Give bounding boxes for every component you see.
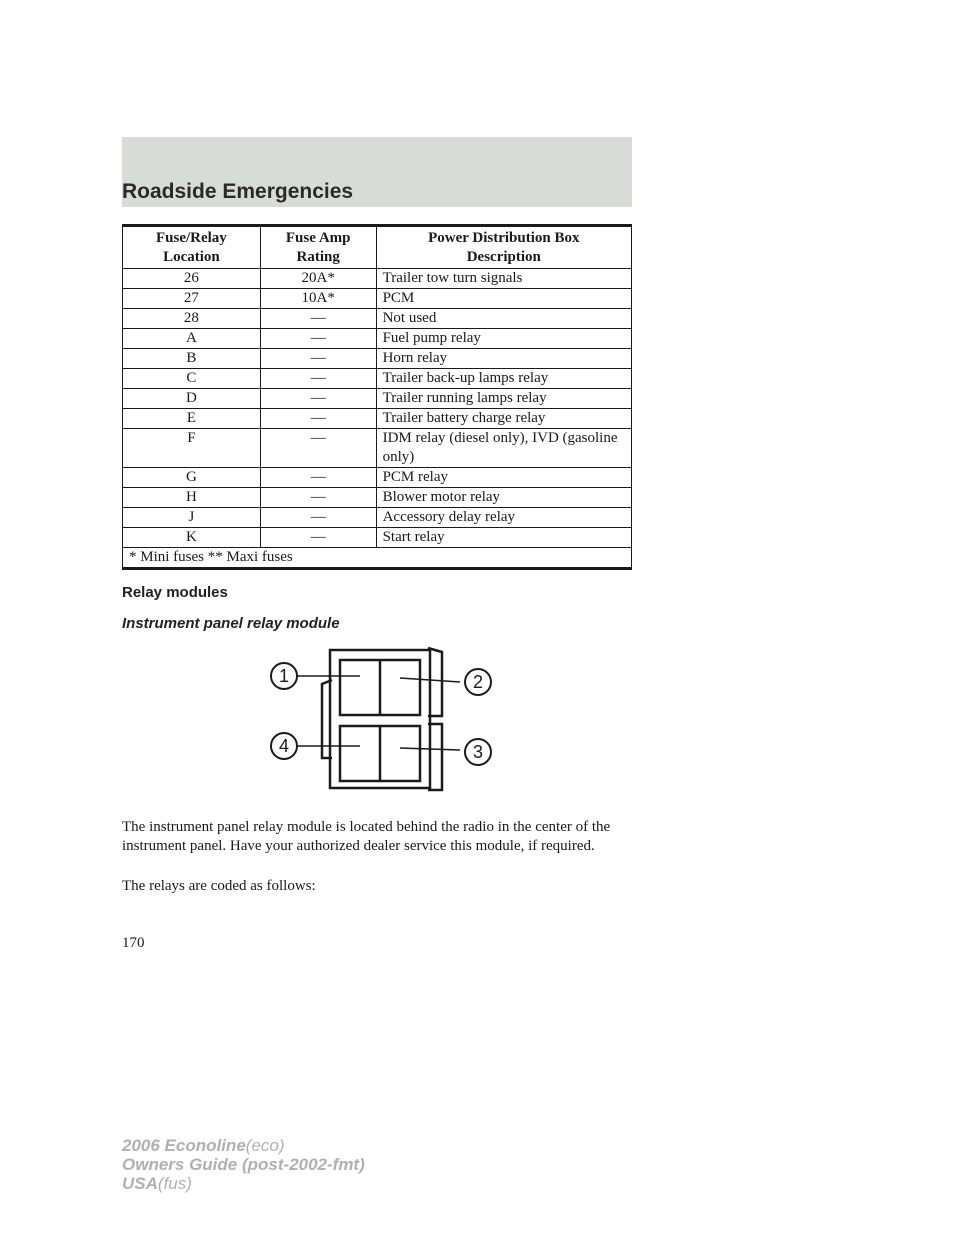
cell-rating: — [260,409,376,429]
cell-description: Fuel pump relay [376,329,631,349]
cell-rating: — [260,389,376,409]
table-row [123,349,632,369]
cell-description: Trailer tow turn signals [376,269,631,289]
table-row [123,269,632,289]
header-location: Fuse/Relay Location [123,226,261,269]
cell-description: Trailer back-up lamps relay [376,369,631,389]
cell-description: PCM relay [376,468,631,488]
table-row [123,429,632,468]
cell-description: PCM [376,289,631,309]
ip-relay-module-heading: Instrument panel relay module [122,615,340,632]
cell-location: G [123,468,261,488]
cell-rating: — [260,329,376,349]
footer-line-1: 2006 Econoline(eco) [122,1136,285,1155]
cell-location: 26 [123,269,261,289]
callout-label-1: 1 [278,666,290,686]
paragraph-codes: The relays are coded as follows: [122,878,316,894]
table-row [123,468,632,488]
callout-label-2: 2 [472,672,484,692]
table-header-row [123,226,632,269]
cell-location: J [123,508,261,528]
table-row [123,528,632,548]
section-title: Roadside Emergencies [122,180,354,203]
table-footnote-row [123,548,632,569]
callout-label-4: 4 [278,736,290,756]
paragraph-location: The instrument panel relay module is located behind the radio in the center of the instrument panel. Have your authorized dealer service this module, if required. [122,819,611,854]
table-row [123,369,632,389]
leader-line-3 [400,748,460,750]
cell-description: Trailer battery charge relay [376,409,631,429]
table-row [123,309,632,329]
cell-location: F [123,429,261,468]
fuse-table [122,224,632,570]
cell-rating: 10A* [260,289,376,309]
cell-rating: — [260,528,376,548]
header-amp-rating: Fuse Amp Rating [260,226,376,269]
table-row [123,488,632,508]
cell-rating: — [260,369,376,389]
page-number: 170 [122,935,145,951]
cell-rating: — [260,309,376,329]
cell-location: 27 [123,289,261,309]
cell-rating: — [260,468,376,488]
cell-description: Accessory delay relay [376,508,631,528]
cell-description: Blower motor relay [376,488,631,508]
cell-location: A [123,329,261,349]
cell-location: 28 [123,309,261,329]
header-description: Power Distribution Box Description [376,226,631,269]
cell-description: Start relay [376,528,631,548]
cell-description: Trailer running lamps relay [376,389,631,409]
cell-rating: — [260,429,376,468]
relay-modules-heading: Relay modules [122,584,228,601]
cell-rating: — [260,349,376,369]
footer-line-2: Owners Guide (post-2002-fmt) [122,1155,365,1174]
table-row [123,329,632,349]
footer [122,1136,365,1193]
cell-description: IDM relay (diesel only), IVD (gasoline only) [376,429,631,468]
cell-rating: — [260,488,376,508]
cell-location: K [123,528,261,548]
cell-location: B [123,349,261,369]
table-row [123,289,632,309]
cell-location: H [123,488,261,508]
cell-rating: 20A* [260,269,376,289]
cell-location: E [123,409,261,429]
table-footnote: * Mini fuses ** Maxi fuses [123,548,632,569]
cell-location: C [123,369,261,389]
table-row [123,409,632,429]
cell-location: D [123,389,261,409]
relay-module-diagram [260,640,520,800]
callout-label-3: 3 [472,742,484,762]
table-row [123,389,632,409]
cell-description: Horn relay [376,349,631,369]
cell-description: Not used [376,309,631,329]
table-row [123,508,632,528]
cell-rating: — [260,508,376,528]
footer-line-3: USA(fus) [122,1174,192,1193]
